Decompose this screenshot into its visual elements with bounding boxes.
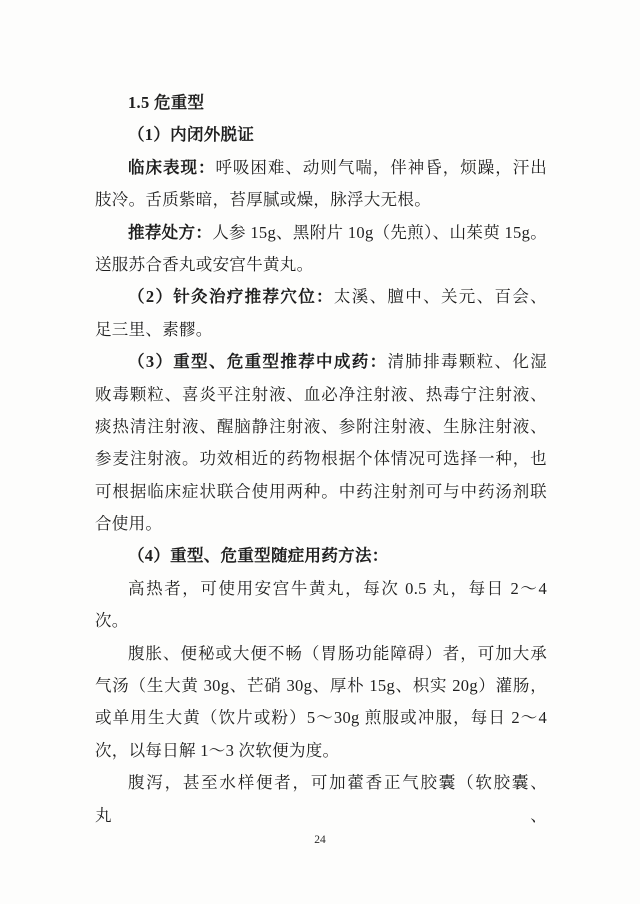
text-line-21 <box>95 735 547 767</box>
bold-run: 1.5 危重型 <box>128 93 205 112</box>
text-run: 次。 <box>95 611 129 631</box>
text-run: 送服苏合香丸或安宫牛黄丸。 <box>95 254 314 274</box>
text-line-12 <box>95 443 547 475</box>
text-run: 参麦注射液。功效相近的药物根据个体情况可选择一种，也 <box>95 449 547 469</box>
text-run: 腹胀、便秘或大便不畅（胃肠功能障碍）者，可加大承 <box>128 643 547 663</box>
bold-run: （1）内闭外脱证 <box>128 125 255 145</box>
page-number: 24 <box>314 834 326 846</box>
text-line-2 <box>95 119 547 151</box>
bold-run: 临床表现： <box>128 157 216 177</box>
text-line-4 <box>95 184 547 216</box>
text-line-6 <box>95 249 547 281</box>
text-line-17 <box>95 605 547 637</box>
text-line-3 <box>95 152 547 184</box>
text-run: 次，以每日解 1～3 次软便为度。 <box>95 740 340 760</box>
text-line-1 <box>95 87 547 119</box>
text-run: 败毒颗粒、喜炎平注射液、血必净注射液、热毒宁注射液、 <box>95 384 547 404</box>
text-run: 肢冷。舌质紫暗，苔厚腻或燥，脉浮大无根。 <box>95 190 431 210</box>
text-line-5 <box>95 217 547 249</box>
text-run: 气汤（生大黄 30g、芒硝 30g、厚朴 15g、枳实 20g）灌肠， <box>95 676 547 696</box>
text-run: 腹泻，甚至水样便者，可加藿香正气胶囊（软胶囊、丸、 <box>95 773 547 825</box>
text-run: 呼吸困难、动则气喘，伴神昏，烦躁，汗出 <box>215 157 548 177</box>
text-run: 太溪、膻中、关元、百会、 <box>333 287 547 307</box>
text-run: 高热者，可使用安宫牛黄丸，每次 0.5 丸，每日 2～4 <box>128 578 547 598</box>
text-run: 人参 15g、黑附片 10g（先煎）、山茱萸 15g。 <box>212 222 547 242</box>
text-line-15 <box>95 540 547 572</box>
text-run: 痰热清注射液、醒脑静注射液、参附注射液、生脉注射液、 <box>95 416 547 436</box>
bold-run: （3）重型、危重型推荐中成药： <box>128 352 388 372</box>
text-run: 或单用生大黄（饮片或粉）5～30g 煎服或冲服，每日 2～4 <box>95 708 547 728</box>
bold-run: （4）重型、危重型随症用药方法： <box>128 546 389 566</box>
text-line-14 <box>95 508 547 540</box>
text-line-8 <box>95 314 547 346</box>
text-line-9 <box>95 346 547 378</box>
text-line-22 <box>95 767 547 825</box>
text-line-10 <box>95 379 547 411</box>
text-line-7 <box>95 281 547 313</box>
text-run: 可根据临床症状联合使用两种。中药注射剂可与中药汤剂联 <box>95 481 547 501</box>
text-run: 清肺排毒颗粒、化湿 <box>387 352 548 372</box>
text-line-13 <box>95 476 547 508</box>
text-line-20 <box>95 702 547 734</box>
text-line-16 <box>95 573 547 605</box>
text-line-11 <box>95 411 547 443</box>
text-line-18 <box>95 638 547 670</box>
document-lines <box>95 87 548 825</box>
text-line-19 <box>95 670 547 702</box>
bold-run: （2）针灸治疗推荐穴位： <box>128 287 334 307</box>
text-run: 合使用。 <box>95 514 163 534</box>
bold-run: 推荐处方： <box>128 222 213 242</box>
text-run: 足三里、素髎。 <box>95 319 213 339</box>
